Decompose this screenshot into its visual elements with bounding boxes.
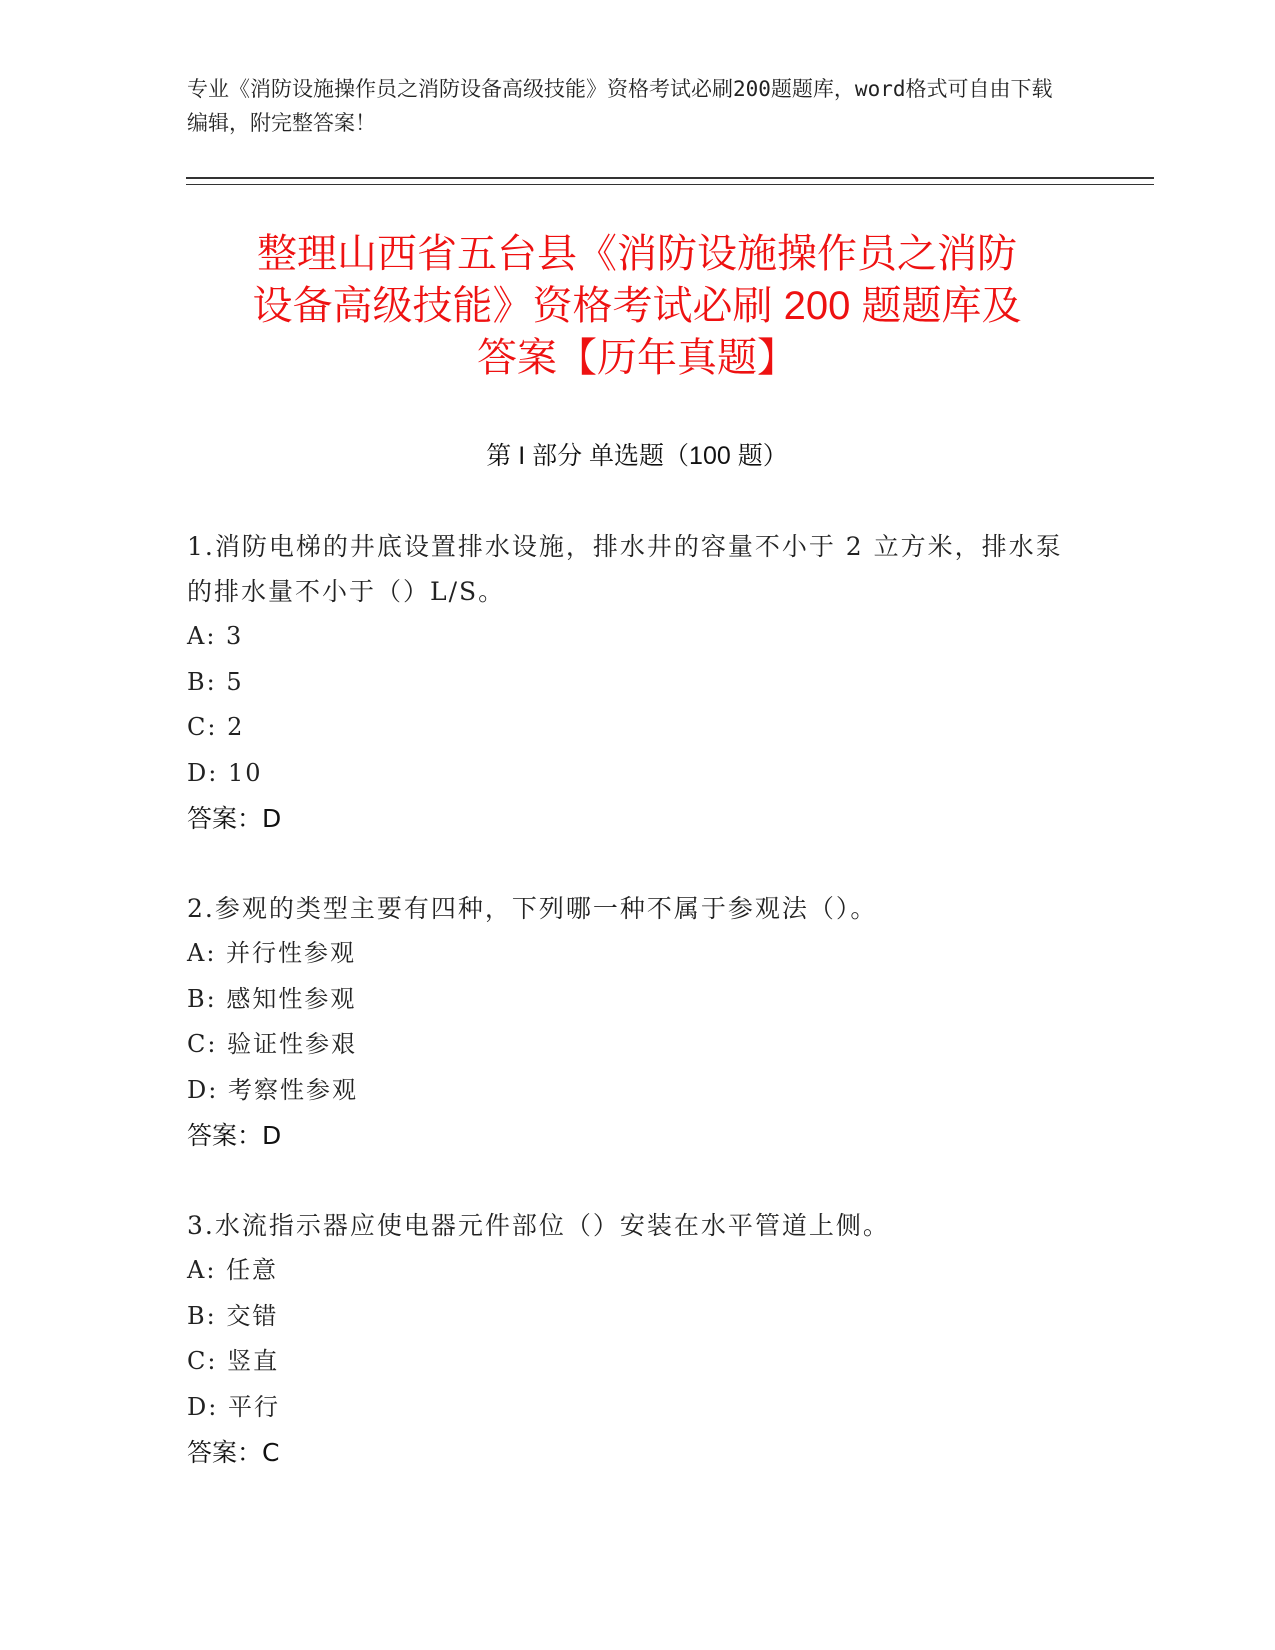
- option-c: C: 竖直: [187, 1347, 280, 1375]
- answer: 答案：D: [187, 804, 282, 833]
- option-d: D: 10: [187, 758, 263, 787]
- title-line-2: 设备高级技能》资格考试必刷 200 题题库及: [252, 284, 1022, 328]
- option-b: B: 感知性参观: [187, 984, 357, 1013]
- question-stem: 2.参观的类型主要有四种，下列哪一种不属于参观法（）。: [187, 894, 878, 923]
- document-title: [187, 228, 1087, 384]
- option-d: D: 平行: [187, 1392, 280, 1421]
- question-stem: 1.消防电梯的井底设置排水设施，排水井的容量不小于 2 立方米，排水泵的排水量不小于（）L/S。: [187, 532, 1063, 606]
- title-line-3: 答案【历年真题】: [477, 336, 797, 380]
- option-c: C: 验证性参艰: [187, 1030, 358, 1058]
- option-a: A: 并行性参观: [187, 939, 357, 967]
- section-heading: 第 I 部分 单选题（100 题）: [486, 442, 788, 470]
- option-c: C: 2: [187, 713, 245, 741]
- title-line-1: 整理山西省五台县《消防设施操作员之消防: [257, 232, 1017, 276]
- option-b: B: 交错: [187, 1301, 279, 1330]
- question-3: [187, 1203, 1067, 1475]
- answer: 答案：C: [187, 1438, 280, 1467]
- header-rule-thin: [186, 184, 1154, 185]
- header-note: 专业《消防设施操作员之消防设备高级技能》资格考试必刷200题题库，word格式可自由下载编辑，附完整答案！: [187, 77, 1053, 135]
- option-d: D: 考察性参观: [187, 1075, 358, 1104]
- question-stem: 3.水流指示器应使电器元件部位（）安装在水平管道上侧。: [187, 1211, 890, 1240]
- option-a: A: 3: [187, 622, 244, 650]
- question-2: [187, 886, 1067, 1158]
- header-rule-thick: [186, 177, 1154, 179]
- question-1: [187, 524, 1067, 841]
- option-b: B: 5: [187, 667, 244, 696]
- answer: 答案：D: [187, 1121, 282, 1150]
- option-a: A: 任意: [187, 1256, 279, 1284]
